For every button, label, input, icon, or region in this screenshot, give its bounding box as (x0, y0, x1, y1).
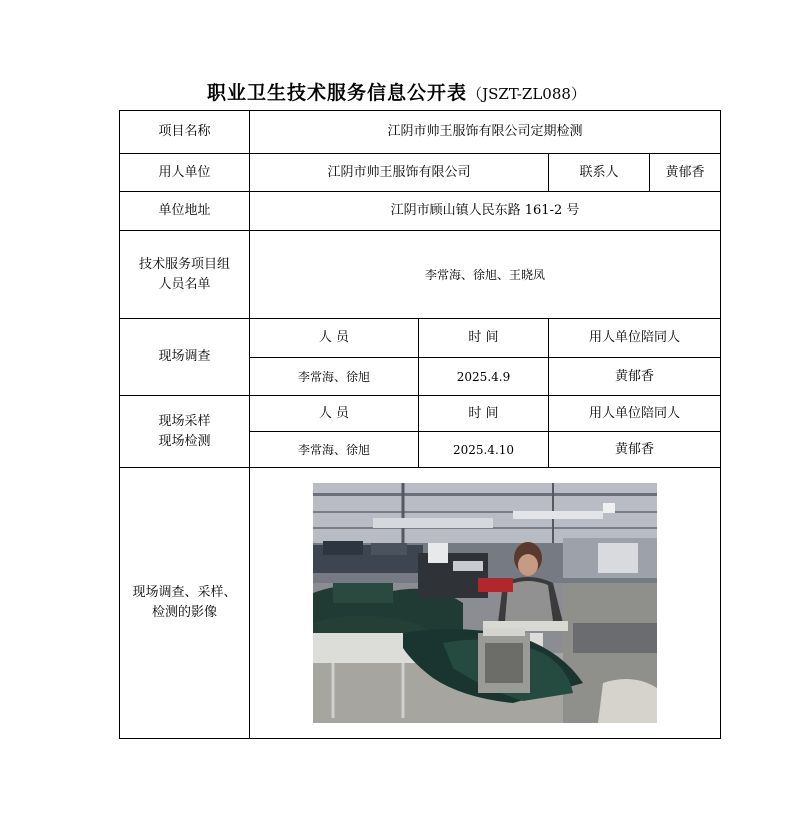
survey-col-escort: 用人单位陪同人 (549, 319, 721, 358)
survey-people: 李常海、徐旭 (250, 358, 419, 396)
row-survey-header (120, 319, 721, 358)
address-label: 单位地址 (120, 192, 250, 231)
contact-label: 联系人 (549, 154, 650, 192)
info-table (119, 110, 721, 739)
employer-label: 用人单位 (120, 154, 250, 192)
sampling-escort: 黄郁香 (549, 432, 721, 468)
row-sampling-header (120, 396, 721, 432)
survey-col-time: 时 间 (419, 319, 549, 358)
project-name-label: 项目名称 (120, 111, 250, 154)
images-label-line-2: 检测的影像 (151, 605, 217, 620)
team-label-line-1: 技术服务项目组 (138, 256, 230, 272)
images-label (120, 468, 250, 739)
employer-value: 江阴市帅王服饰有限公司 (250, 154, 549, 192)
sampling-label-line-2: 现场检测 (158, 433, 211, 449)
title-text: 职业卫生技术服务信息公开表 (207, 82, 468, 104)
row-employer (120, 154, 721, 192)
site-photo (313, 483, 657, 723)
survey-col-people: 人 员 (250, 319, 419, 358)
project-name-value: 江阴市帅王服饰有限公司定期检测 (250, 111, 721, 154)
images-label-line-1: 现场调查、采样、 (132, 585, 237, 600)
row-address (120, 192, 721, 231)
survey-time: 2025.4.9 (419, 358, 549, 396)
document-title (0, 78, 793, 105)
sampling-people: 李常海、徐旭 (250, 432, 419, 468)
title-code: （JSZT-ZL088） (467, 85, 586, 103)
contact-value: 黄郁香 (650, 154, 721, 192)
images-cell (250, 468, 721, 739)
survey-escort: 黄郁香 (549, 358, 721, 396)
sampling-col-people: 人 员 (250, 396, 419, 432)
sampling-label (120, 396, 250, 468)
team-value: 李常海、徐旭、王晓凤 (250, 231, 721, 319)
team-label (120, 231, 250, 319)
sampling-col-escort: 用人单位陪同人 (549, 396, 721, 432)
address-value: 江阴市顾山镇人民东路 161-2 号 (250, 192, 721, 231)
team-label-line-2: 人员名单 (158, 276, 211, 292)
sampling-time: 2025.4.10 (419, 432, 549, 468)
row-team (120, 231, 721, 319)
sampling-label-line-1: 现场采样 (158, 413, 211, 429)
row-project-name (120, 111, 721, 154)
survey-label: 现场调查 (120, 319, 250, 396)
row-images (120, 468, 721, 739)
sampling-col-time: 时 间 (419, 396, 549, 432)
